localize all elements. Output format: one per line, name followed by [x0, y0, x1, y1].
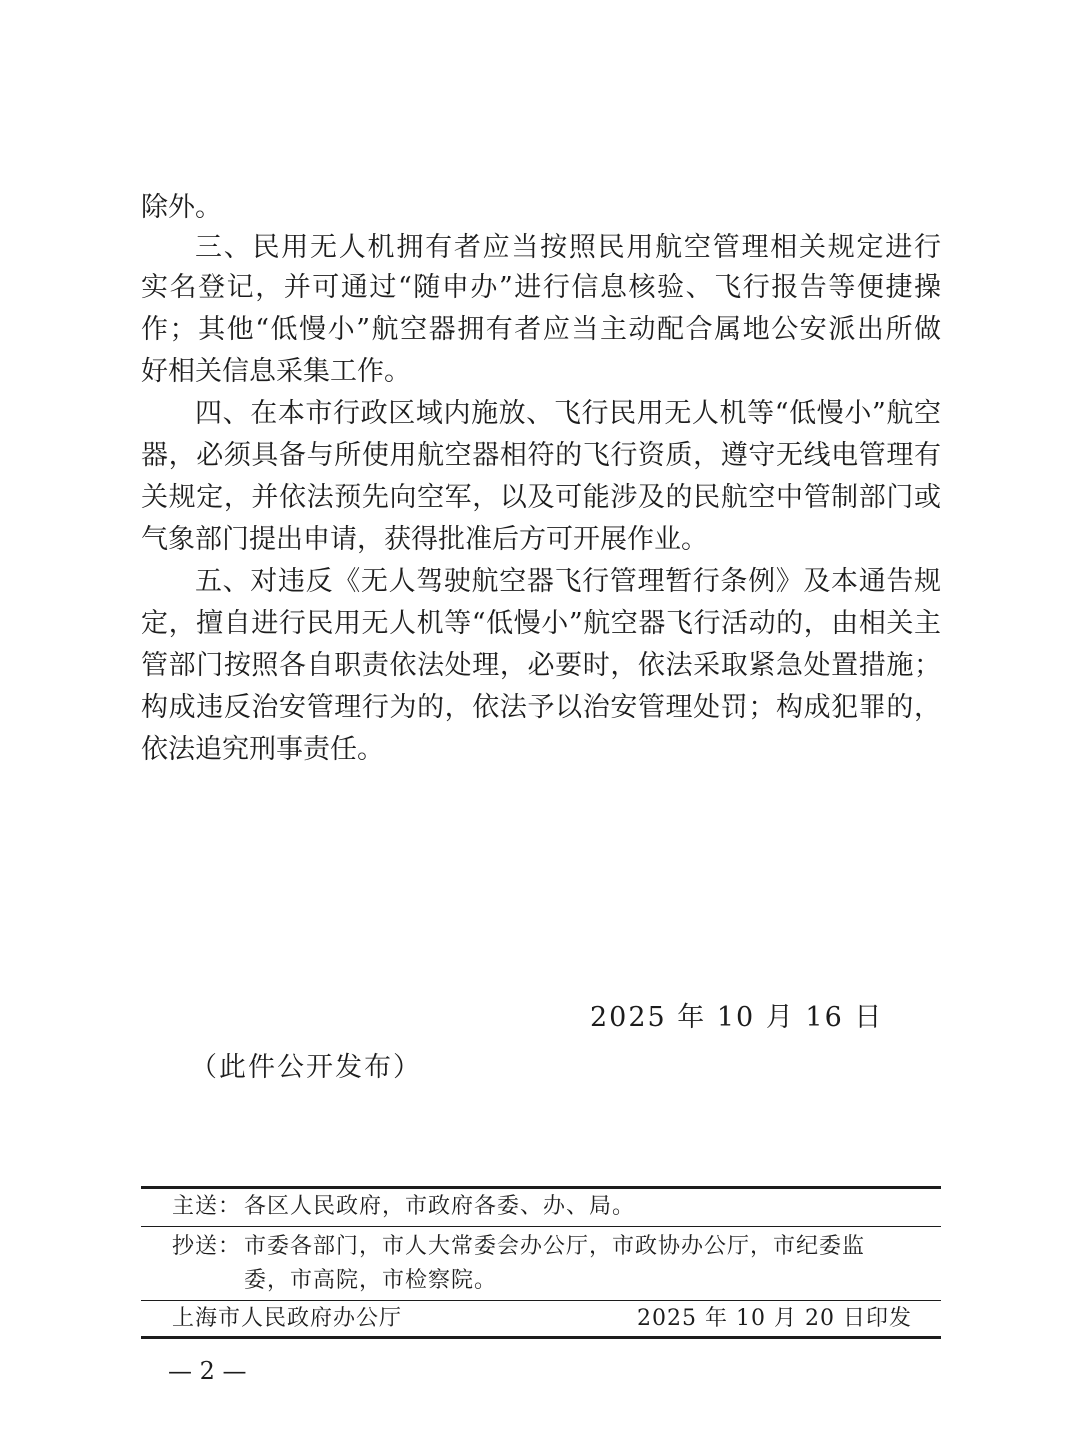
- paragraph-5-line-5: 依法追究刑事责任。: [141, 734, 384, 765]
- footer-top-rule: [141, 1186, 941, 1189]
- paragraph-3-line-3: 作；其他“低慢小”航空器拥有者应当主动配合属地公安派出所做: [141, 314, 941, 345]
- paragraph-4-line-2: 器，必须具备与所使用航空器相符的飞行资质，遵守无线电管理有: [141, 440, 941, 471]
- paragraph-4-line-4: 气象部门提出申请，获得批准后方可开展作业。: [141, 524, 708, 555]
- paragraph-5-line-1: 五、对违反《无人驾驶航空器飞行管理暂行条例》及本通告规: [195, 566, 941, 597]
- page-number: — 2 —: [168, 1357, 247, 1385]
- main-send-label: 主送：: [172, 1194, 242, 1219]
- cc-value-line-2: 委，市高院，市检察院。: [244, 1268, 498, 1293]
- paragraph-4-line-1: 四、在本市行政区域内施放、飞行民用无人机等“低慢小”航空: [195, 398, 941, 429]
- signature-date: 2025 年 10 月 16 日: [590, 1002, 884, 1033]
- cc-label: 抄送：: [172, 1234, 242, 1259]
- footer-bottom-rule: [141, 1336, 941, 1339]
- paragraph-3-line-4: 好相关信息采集工作。: [141, 356, 411, 387]
- footer-middle-rule: [141, 1226, 941, 1227]
- publication-note: （此件公开发布）: [190, 1052, 422, 1083]
- paragraph-3-line-1: 三、民用无人机拥有者应当按照民用航空管理相关规定进行: [195, 232, 941, 263]
- cc-value-line-1: 市委各部门，市人大常委会办公厅，市政协办公厅，市纪委监: [244, 1234, 866, 1259]
- main-send-value: 各区人民政府，市政府各委、办、局。: [244, 1194, 636, 1219]
- footer-issuer-rule: [141, 1300, 941, 1301]
- paragraph-4-line-3: 关规定，并依法预先向空军，以及可能涉及的民航空中管制部门或: [141, 482, 941, 513]
- paragraph-5-line-3: 管部门按照各自职责依法处理，必要时，依法采取紧急处置措施；: [141, 650, 941, 681]
- paragraph-2-tail: 除外。: [141, 192, 222, 223]
- issuer: 上海市人民政府办公厅: [172, 1306, 403, 1331]
- paragraph-5-line-2: 定，擅自进行民用无人机等“低慢小”航空器飞行活动的，由相关主: [141, 608, 941, 639]
- paragraph-5-line-4: 构成违反治安管理行为的，依法予以治安管理处罚；构成犯罪的，: [141, 692, 941, 723]
- issue-date: 2025 年 10 月 20 日印发: [637, 1306, 912, 1331]
- paragraph-3-line-2: 实名登记，并可通过“随申办”进行信息核验、飞行报告等便捷操: [141, 272, 941, 303]
